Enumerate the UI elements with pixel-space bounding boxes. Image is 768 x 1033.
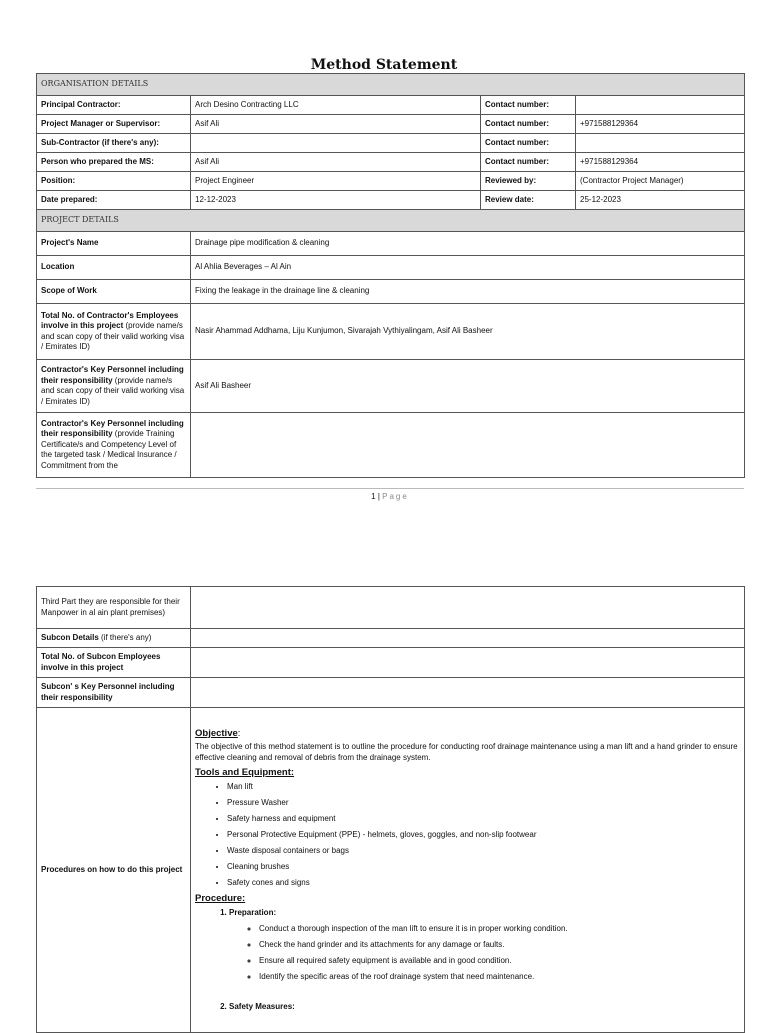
field-value: Drainage pipe modification & cleaning (191, 232, 745, 256)
table-row (37, 678, 745, 708)
step-title: Preparation: (229, 908, 277, 917)
field-label: Contact number: (481, 153, 576, 172)
field-value: Project Engineer (191, 172, 481, 191)
list-item: • Man lift (227, 782, 740, 793)
page-label: Page (382, 492, 409, 501)
field-label: Contact number: (481, 134, 576, 153)
list-item: ◦ Conduct a thorough inspection of the man lift to ensure it is in proper working condition. (259, 924, 740, 935)
field-value: Nasir Ahammad Addhama, Liju Kunjumon, Sivarajah Vythiyalingam, Asif Ali Basheer (191, 304, 745, 360)
field-value (191, 629, 745, 648)
table-row (37, 172, 745, 191)
list-item: ◦ Identify the specific areas of the roof drainage system that need maintenance. (259, 972, 740, 983)
step-items (229, 924, 740, 983)
field-value (191, 678, 745, 708)
table-row (37, 360, 745, 413)
field-value: Asif Ali (191, 115, 481, 134)
field-value: Arch Desino Contracting LLC (191, 96, 481, 115)
field-value: 12-12-2023 (191, 191, 481, 210)
table-row (37, 134, 745, 153)
label-note: (if there's any) (98, 632, 152, 642)
list-item: • Pressure Washer (227, 798, 740, 809)
table-row (37, 191, 745, 210)
field-value (191, 134, 481, 153)
table-row (37, 115, 745, 134)
field-value (191, 413, 745, 478)
label-bold: Total No. of Contractor's Employees involve in this project (41, 310, 179, 330)
field-value (576, 96, 745, 115)
label-note: (provide name/s and scan copy of their valid working visa / Emirates ID) (41, 321, 185, 351)
table-row (37, 413, 745, 478)
section-heading: ORGANISATION DETAILS (37, 74, 745, 96)
field-label (37, 413, 191, 478)
field-label: Review date: (481, 191, 576, 210)
field-value (191, 648, 745, 678)
page-footer (36, 488, 744, 501)
field-value: Asif Ali Basheer (191, 360, 745, 413)
project-details-header (37, 210, 745, 232)
list-item: • Safety cones and signs (227, 878, 740, 889)
field-label (37, 304, 191, 360)
table-row (37, 587, 745, 629)
objective-heading-text: Objective (195, 727, 238, 739)
field-value: 25-12-2023 (576, 191, 745, 210)
field-label: Total No. of Subcon Employees involve in this project (37, 648, 191, 678)
table-row (37, 629, 745, 648)
table-row (37, 153, 745, 172)
organisation-details-header (37, 74, 745, 96)
label-note: (provide Training Certificate/s and Competency Level of the targeted task / Medical Insurance / Commitment from the (41, 429, 177, 470)
list-item: • Cleaning brushes (227, 862, 740, 873)
list-item: ◦ Check the hand grinder and its attachments for any damage or faults. (259, 940, 740, 951)
page-number: 1 (371, 492, 376, 501)
field-label: Contact number: (481, 96, 576, 115)
field-value: Fixing the leakage in the drainage line & cleaning (191, 280, 745, 304)
field-label: Person who prepared the MS: (37, 153, 191, 172)
field-label: Procedures on how to do this project (37, 708, 191, 1033)
field-value: (Contractor Project Manager) (576, 172, 745, 191)
list-item: • Personal Protective Equipment (PPE) - helmets, gloves, goggles, and non-slip footwear (227, 830, 740, 841)
field-label: Contact number: (481, 115, 576, 134)
procedure-heading: Procedure: (195, 892, 246, 904)
field-label: Date prepared: (37, 191, 191, 210)
procedures-content (191, 708, 745, 1033)
label-note: (provide name/s and scan copy of their valid working visa / Emirates ID) (41, 375, 185, 406)
document-title: Method Statement (310, 57, 458, 73)
field-label: Position: (37, 172, 191, 191)
field-value: +971588129364 (576, 153, 745, 172)
procedure-step (229, 908, 740, 982)
field-value (576, 134, 745, 153)
section-heading: PROJECT DETAILS (37, 210, 745, 232)
field-label: Principal Contractor: (37, 96, 191, 115)
table-row (37, 648, 745, 678)
tools-list (195, 782, 740, 889)
objective-heading (195, 729, 740, 740)
list-item: • Waste disposal containers or bags (227, 846, 740, 857)
step-title: Safety Measures: (229, 1002, 295, 1011)
table-row (37, 708, 745, 1033)
procedure-steps (195, 908, 740, 1013)
objective-colon: : (237, 727, 241, 739)
field-value: Asif Ali (191, 153, 481, 172)
page2-table (36, 586, 745, 1033)
table-row (37, 232, 745, 256)
tools-heading: Tools and Equipment: (195, 767, 295, 778)
field-label: Reviewed by: (481, 172, 576, 191)
page-separator: | (375, 492, 383, 501)
field-label: Project Manager or Supervisor: (37, 115, 191, 134)
list-item: • Safety harness and equipment (227, 814, 740, 825)
field-label: Project's Name (37, 232, 191, 256)
field-value (191, 587, 745, 629)
table-row (37, 256, 745, 280)
list-item: ◦ Ensure all required safety equipment is available and in good condition. (259, 956, 740, 967)
label-bold: Subcon Details (41, 632, 99, 642)
table-row (37, 96, 745, 115)
field-label (37, 629, 191, 648)
field-label: Location (37, 256, 191, 280)
field-value: Al Ahlia Beverages – Al Ain (191, 256, 745, 280)
field-label: Scope of Work (37, 280, 191, 304)
organisation-project-table (36, 73, 745, 478)
field-label: Sub-Contractor (if there's any): (37, 134, 191, 153)
field-label: Subcon' s Key Personnel including their responsibility (37, 678, 191, 708)
table-row (37, 304, 745, 360)
field-label: Third Part they are responsible for their Manpower in al ain plant premises) (37, 587, 191, 629)
field-value: +971588129364 (576, 115, 745, 134)
procedure-step (229, 1002, 740, 1013)
label-bold: Contractor's Key Personnel including their responsibility (41, 365, 184, 385)
table-row (37, 280, 745, 304)
field-label (37, 360, 191, 413)
label-bold: Contractor's Key Personnel including their responsibility (41, 418, 184, 439)
objective-text: The objective of this method statement is to outline the procedure for conducting roof drainage maintenance using a man lift and a hand grinder to ensure effective cleaning and removal of debris from the drainage system. (195, 742, 738, 762)
